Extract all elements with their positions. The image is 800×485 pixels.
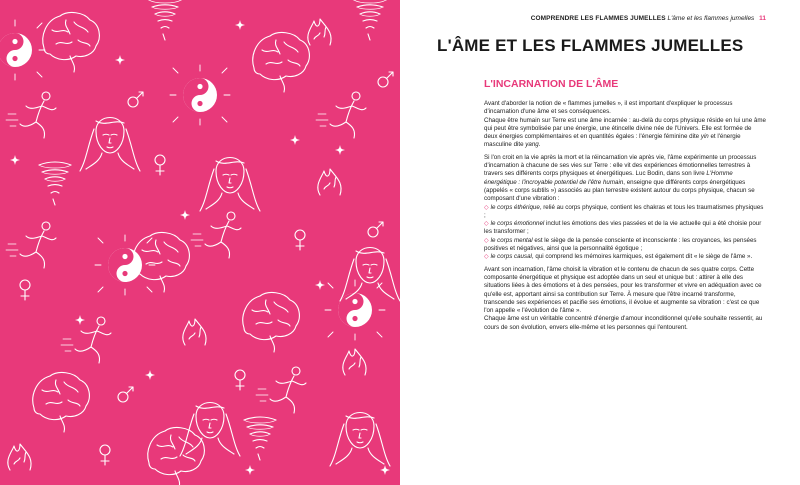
text-page [400,0,800,485]
list-item-text: est le siège de la pensée consciente et inconsciente : les croyances, les pensées positives et négatives, ainsi que la personnalité égotique ; [484,236,757,253]
running-head-subsection: L'âme et les flammes jumelles [667,15,755,22]
list-item-term: le corps émotionnel [490,220,545,228]
list-item [484,237,766,254]
tornado-icon [39,0,386,460]
list-item-text: , relié au corps physique, contient les chakras et tous les traumatismes physiques ; [484,203,764,219]
paragraph-soul-text: Chaque être humain sur Terre est une âme incarnée : au-delà du corps physique réside en lui une âme qui peut être symbolisée par une énergie, une étincelle divine née de l'Univers. Elle est formée de deux énergies complémentaires et en quantités égales : l'énergie féminine dite [484,116,766,141]
mars-symbol-icon [118,72,393,402]
running-head-section: COMPRENDRE LES FLAMMES JUMELLES [530,15,666,22]
list-item-term: le corps éthérique [490,203,540,211]
list-item [484,220,766,237]
yang-term: yang [525,141,539,149]
list-item [484,253,766,261]
page-number: 11 [759,15,766,22]
list-item [484,204,766,221]
book-title: L'Homme énergétique : l'incroyable potentiel de l'être humain [484,170,733,186]
woman-face-icon [80,118,400,467]
paragraph-soul-end: . [538,141,541,149]
paragraph-soul [484,117,766,150]
list-item-text: , qui comprend les mémoires karmiques, est également dit « le siège de l'âme ». [531,253,753,261]
running-head [531,15,766,22]
diamond-bullet-icon: ◇ [484,237,489,244]
list-item-text: inclut les émotions des vies passées et de la vie actuelle qui a été choisie pour les transformer ; [484,220,762,236]
running-figure-icon [6,92,366,413]
paragraph-incarnation [484,154,766,204]
paragraph-intro: Avant d'aborder la notion de « flammes jumelles », il est important d'expliquer le processus d'incarnation d'une âme et ses conséquences. [484,100,733,116]
paragraph-incarnation-b: , enseigne que différents corps énergétiques (appelés « corps subtils ») associés au plan terrestre existent autour du corps physique, chacun se composant d'une vibration : [484,178,755,203]
diamond-bullet-icon: ◇ [484,254,489,261]
list-item-term: le corps causal [490,253,532,261]
list-item-term: le corps mental [490,236,533,244]
chapter-title: L'ÂME ET LES FLAMMES JUMELLES [437,36,744,55]
paragraph-incarnation-a: Si l'on croit en la vie après la mort et la réincarnation vie après vie, l'âme expérimente un processus d'incarnation à chacune de ses vies sur Terre : elle vit des expériences émotionnelles terrestres à travers ses différents corps physiques et énergétiques. Luc Bodin, dans son livre [484,153,757,178]
paragraph-evolution: Avant son incarnation, l'âme choisit la vibration et le contenu de chacun de ses quatre corps. Cette composante énergétique et physique est adoptée dans un seul et unique but : attirer à elle des situations liées à des émotions et à des pensées, pour les transformer et vivre en adéquation avec ce qu'elle est, apportant ainsi sa contribution sur Terre. À mesure que l'être incarné transforme, transcende ses expériences et pacifie ses émotions, il évolue et augmente sa vibration : c'est ce que l'on appelle « l'évolution de l'âme ». [484,265,762,315]
section-title: L'INCARNATION DE L'ÂME [484,78,619,90]
paragraph-soul-mid: et l'énergie masculine dite [484,133,741,149]
yin-yang-icon [0,20,385,340]
diamond-bullet-icon: ◇ [484,204,489,211]
paragraph-love: Chaque âme est un véritable concentré d'énergie d'amour inconditionnel qu'elle souhaite ressentir, au cours de son évolution, envers elle-même et les personnes qui l'entourent. [484,315,763,331]
body-text [484,100,766,332]
diamond-bullet-icon: ◇ [484,221,489,228]
brain-icon [33,13,310,485]
yin-term: yin [700,133,709,141]
